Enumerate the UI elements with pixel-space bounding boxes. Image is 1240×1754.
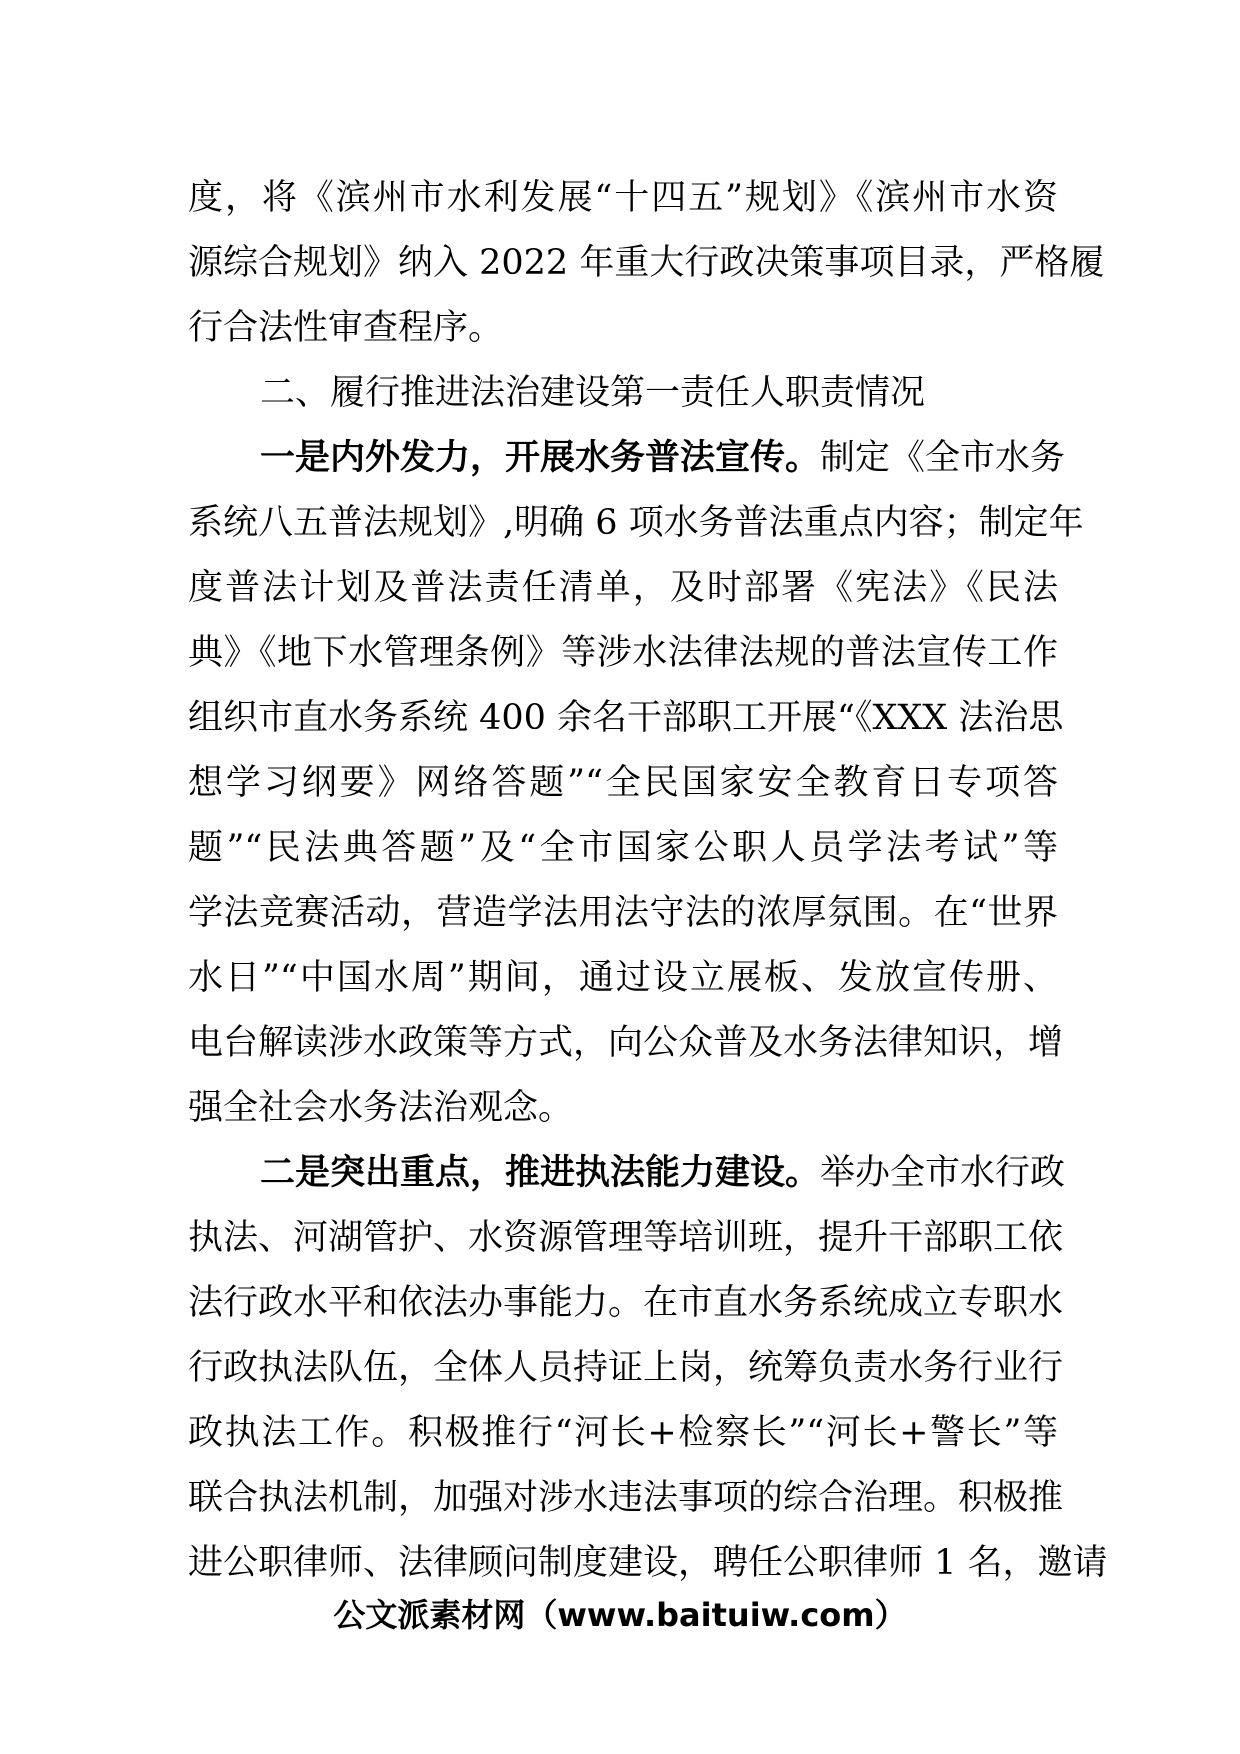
body-line: 行合法性审查程序。 <box>188 308 504 348</box>
body-line: 源综合规划》纳入 2022 年重大行政决策事项目录，严格履 <box>188 243 1105 283</box>
body-line: 度普法计划及普法责任清单，及时部署《宪法》《民法 <box>188 568 1058 608</box>
body-line: 电台解读涉水政策等方式，向公众普及水务法律知识，增 <box>188 1023 1064 1063</box>
section-title: 二、履行推进法治建设第一责任人职责情况 <box>260 373 926 413</box>
body-line: 组织市直水务系统 400 余名干部职工开展“《XXX 法治思 <box>188 698 1064 738</box>
body-line: 度，将《滨州市水利发展“十四五”规划》《滨州市水资 <box>188 178 1058 218</box>
body-line: 典》《地下水管理条例》等涉水法律法规的普法宣传工作 <box>188 633 1058 673</box>
paragraph-first-line <box>188 426 1066 491</box>
body-line: 题”“民法典答题”及“全市国家公职人员学法考试”等 <box>188 828 1058 868</box>
body-line: 法行政水平和依法办事能力。在市直水务系统成立专职水 <box>188 1283 1064 1323</box>
document-body <box>188 166 1108 1596</box>
body-line: 行政执法队伍，全体人员持证上岗，统筹负责水务行业行 <box>188 1348 1064 1388</box>
paragraph-first-line <box>188 1141 1066 1206</box>
body-line: 水日”“中国水周”期间，通过设立展板、发放宣传册、 <box>188 958 1058 998</box>
body-line: 学法竞赛活动，营造学法用法守法的浓厚氛围。在“世界 <box>188 893 1058 933</box>
paragraph-text: 举办全市水行政 <box>820 1153 1066 1193</box>
body-line: 想学习纲要》网络答题”“全民国家安全教育日专项答 <box>188 763 1058 803</box>
body-line: 政执法工作。积极推行“河长+检察长”“河长+警长”等 <box>188 1413 1058 1453</box>
footer-watermark: 公文派素材网（www.baituiw.com） <box>333 1596 907 1634</box>
paragraph-heading: 二是突出重点，推进执法能力建设。 <box>260 1153 821 1193</box>
body-line: 联合执法机制，加强对涉水违法事项的综合治理。积极推 <box>188 1478 1064 1518</box>
body-line: 执法、河湖管护、水资源管理等培训班，提升干部职工依 <box>188 1218 1064 1258</box>
body-line: 系统八五普法规划》,明确 6 项水务普法重点内容；制定年 <box>188 503 1084 543</box>
body-line: 强全社会水务法治观念。 <box>188 1088 574 1128</box>
body-line: 进公职律师、法律顾问制度建设，聘任公职律师 1 名，邀请 <box>188 1543 1108 1583</box>
paragraph-text: 制定《全市水务 <box>820 438 1066 478</box>
paragraph-heading: 一是内外发力，开展水务普法宣传。 <box>260 438 821 478</box>
